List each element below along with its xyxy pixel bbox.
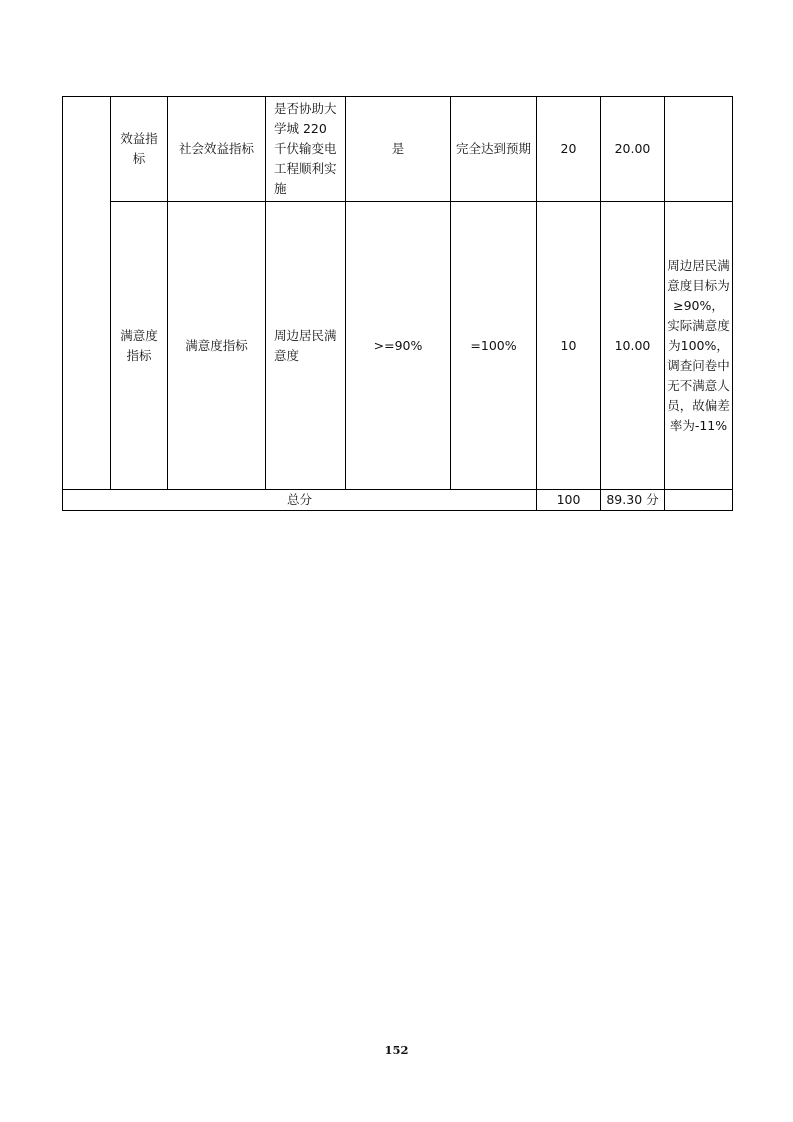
indicator-cell: 是否协助大学城 220 千伏输变电工程顺利实施 xyxy=(266,97,346,202)
level3-cell: 满意度指标 xyxy=(168,202,266,490)
note-cell: 周边居民满意度目标为≥90%，实际满意度为100%，调查问卷中无不满意人员，故偏差率为-11% xyxy=(665,202,733,490)
score-cell: 20.00 xyxy=(601,97,665,202)
performance-table xyxy=(62,96,733,511)
total-note-cell xyxy=(665,490,733,511)
total-score-cell: 89.30 分 xyxy=(601,490,665,511)
target-cell: 是 xyxy=(346,97,451,202)
total-label-cell: 总分 xyxy=(63,490,537,511)
weight-cell: 20 xyxy=(537,97,601,202)
total-weight-cell: 100 xyxy=(537,490,601,511)
indicator-cell: 周边居民满意度 xyxy=(266,202,346,490)
note-cell xyxy=(665,97,733,202)
level3-cell: 社会效益指标 xyxy=(168,97,266,202)
table-row-satisfaction xyxy=(63,202,733,490)
table-row-total xyxy=(63,490,733,511)
level2-cell: 效益指标 xyxy=(111,97,168,202)
actual-cell: =100% xyxy=(451,202,537,490)
level1-cell xyxy=(63,97,111,490)
level2-cell: 满意度指标 xyxy=(111,202,168,490)
page-number: 152 xyxy=(384,1043,409,1057)
table-row-benefit xyxy=(63,97,733,202)
score-cell: 10.00 xyxy=(601,202,665,490)
weight-cell: 10 xyxy=(537,202,601,490)
actual-cell: 完全达到预期 xyxy=(451,97,537,202)
target-cell: >=90% xyxy=(346,202,451,490)
